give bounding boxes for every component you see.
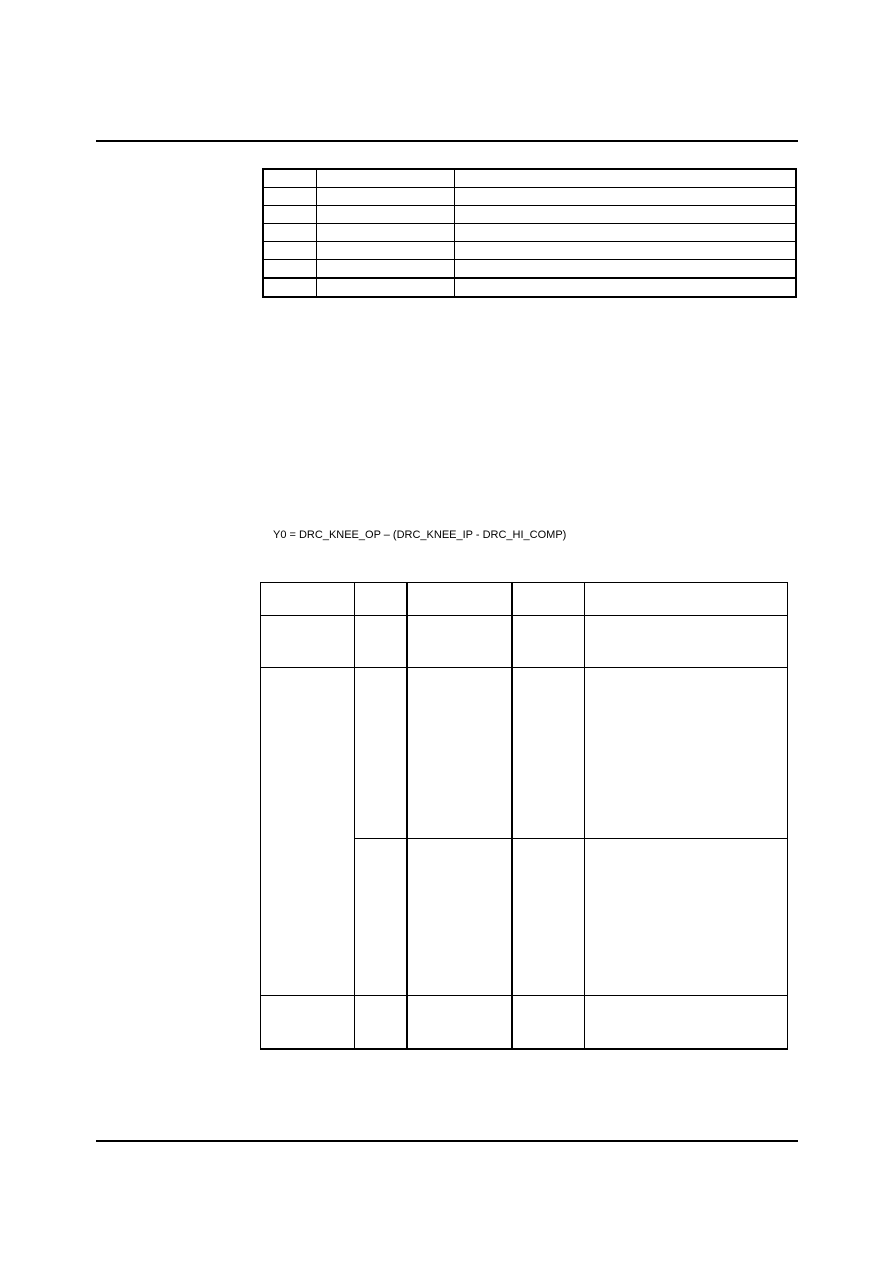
table-cell bbox=[454, 260, 796, 279]
table-cell bbox=[316, 206, 454, 224]
table-row bbox=[263, 206, 796, 224]
table-cell bbox=[316, 242, 454, 260]
table-cell bbox=[454, 224, 796, 242]
parameter-table bbox=[260, 582, 788, 1050]
table-cell bbox=[263, 224, 316, 242]
column-divider bbox=[511, 582, 513, 1050]
row-divider bbox=[260, 667, 788, 668]
table-cell bbox=[454, 206, 796, 224]
table-row bbox=[263, 278, 796, 297]
table-cell bbox=[263, 169, 316, 188]
row-divider bbox=[354, 838, 788, 839]
table-cell bbox=[316, 224, 454, 242]
table-cell bbox=[454, 278, 796, 297]
table-cell bbox=[263, 260, 316, 279]
table-row bbox=[263, 242, 796, 260]
table-row bbox=[263, 224, 796, 242]
table-cell bbox=[316, 278, 454, 297]
header-rule bbox=[96, 140, 798, 142]
table-cell bbox=[454, 242, 796, 260]
table-cell bbox=[263, 278, 316, 297]
table-border-bottom bbox=[260, 1048, 788, 1050]
table-border-top bbox=[260, 582, 788, 583]
row-divider bbox=[260, 615, 788, 616]
row-divider bbox=[260, 995, 788, 996]
table-cell bbox=[316, 169, 454, 188]
table-cell bbox=[316, 188, 454, 206]
table-cell bbox=[316, 260, 454, 279]
table-cell bbox=[454, 188, 796, 206]
table-row bbox=[263, 188, 796, 206]
table-cell bbox=[263, 242, 316, 260]
table-cell bbox=[263, 206, 316, 224]
table-row bbox=[263, 169, 796, 188]
column-divider bbox=[406, 582, 408, 1050]
equation-text: Y0 = DRC_KNEE_OP – (DRC_KNEE_IP - DRC_HI_COMP) bbox=[273, 529, 567, 541]
table-row bbox=[263, 260, 796, 279]
column-divider bbox=[584, 582, 585, 1050]
table-border-right bbox=[787, 582, 788, 1050]
column-divider bbox=[354, 582, 355, 1050]
register-table bbox=[262, 168, 797, 298]
footer-rule bbox=[96, 1140, 798, 1142]
table-cell bbox=[263, 188, 316, 206]
table-cell bbox=[454, 169, 796, 188]
table-border-left bbox=[260, 582, 261, 1050]
